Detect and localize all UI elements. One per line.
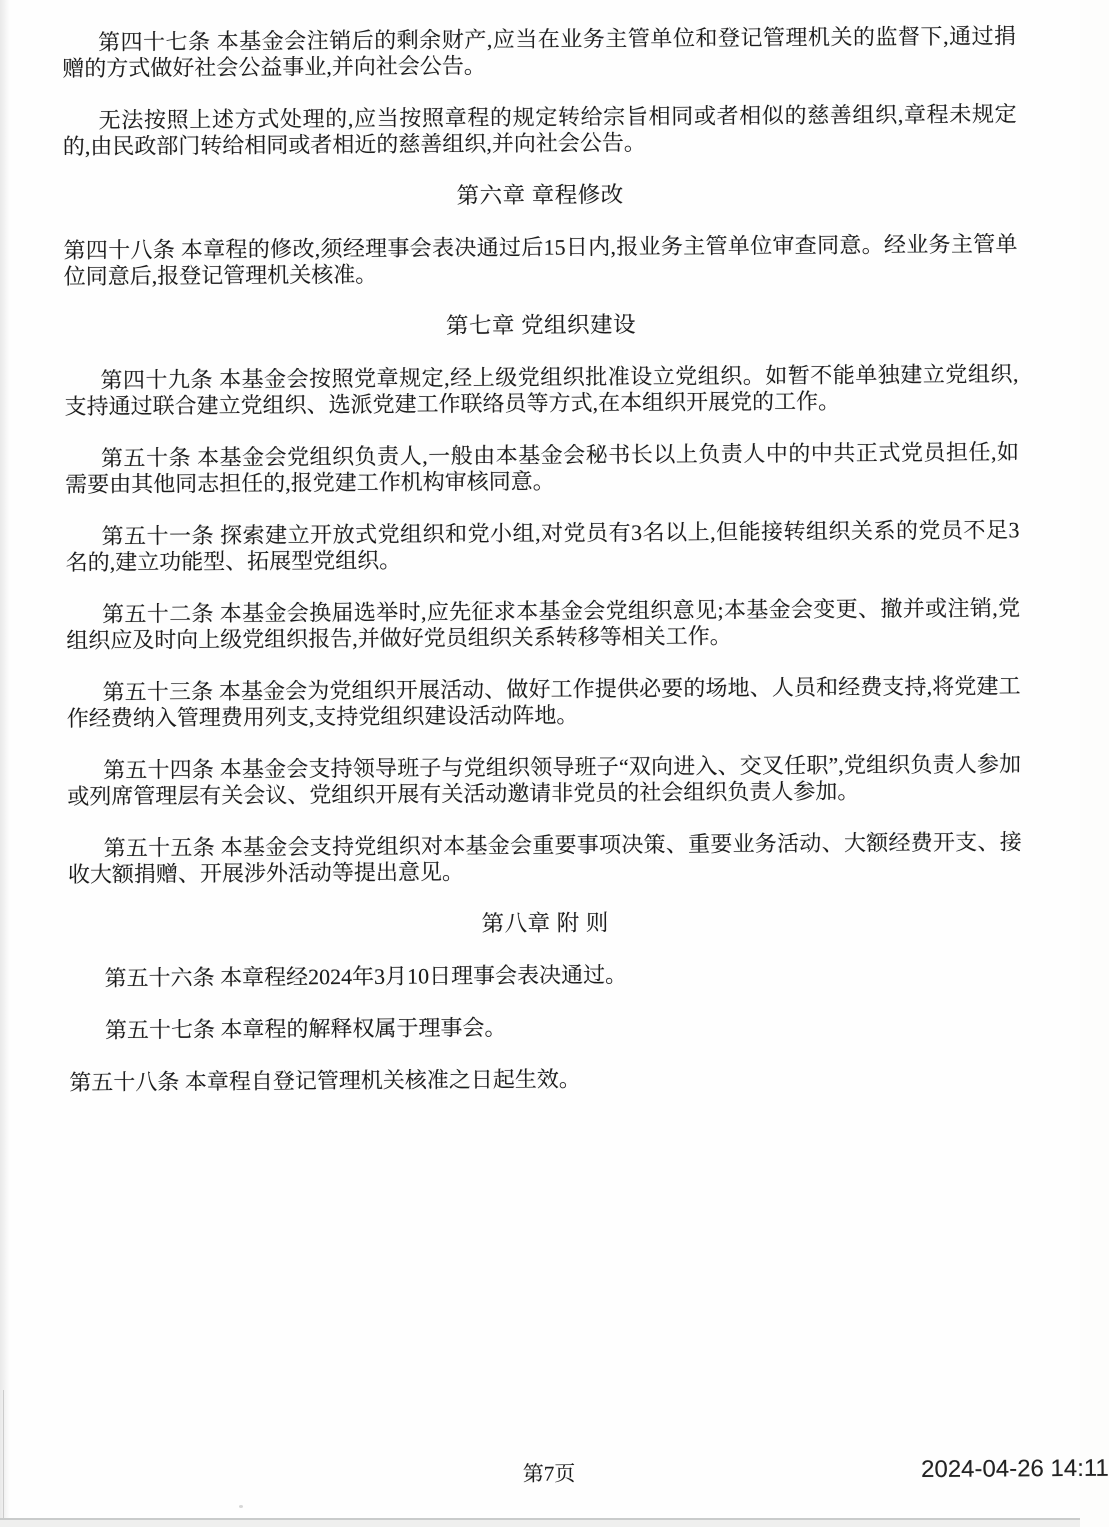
- scan-timestamp: [921, 1455, 1109, 1484]
- document-body: [62, 23, 1109, 1520]
- article-paragraph: 第五十六条 本章程经2024年3月10日理事会表决通过。: [104, 962, 628, 991]
- chapter-heading: 第七章 党组织建设: [445, 311, 637, 339]
- article-paragraph: 第四十七条 本基金会注销后的剩余财产,应当在业务主管单位和登记管理机关的监督下,通过捐赠的方式做好社会公益事业,并向社会公告。: [62, 23, 1017, 81]
- footer-page-number: 第7页: [522, 1461, 576, 1486]
- article-paragraph: 第五十七条 本章程的解释权属于理事会。: [104, 1014, 507, 1043]
- article-paragraph: 第五十五条 本基金会支持党组织对本基金会重要事项决策、重要业务活动、大额经费开支、接收大额捐赠、开展涉外活动等提出意见。: [67, 829, 1022, 887]
- article-paragraph: 第五十二条 本基金会换届选举时,应先征求本基金会党组织意见;本基金会变更、撤并或注销,党组织应及时向上级党组织报告,并做好党员组织关系转移等相关工作。: [66, 595, 1021, 653]
- article-paragraph: 第五十条 本基金会党组织负责人,一般由本基金会秘书长以上负责人中的中共正式党员担任,如需要由其他同志担任的,报党建工作机构审核同意。: [65, 439, 1020, 497]
- scanner-left-edge-line: [3, 1390, 4, 1520]
- article-paragraph: 无法按照上述方式处理的,应当按照章程的规定转给宗旨相同或者相似的慈善组织,章程未规定的,由民政部门转给相同或者相近的慈善组织,并向社会公告。: [62, 101, 1017, 159]
- scan-timestamp-clipped-digit: 1: [1095, 1454, 1109, 1482]
- scanner-bottom-edge-area: [0, 1520, 1080, 1527]
- article-paragraph: 第五十四条 本基金会支持领导班子与党组织领导班子“双向进入、交叉任职”,党组织负责人参加或列席管理层有关会议、党组织开展有关活动邀请非党员的社会组织负责人参加。: [67, 751, 1022, 809]
- article-paragraph: 第五十一条 探索建立开放式党组织和党小组,对党员有3名以上,但能接转组织关系的党员不足3名的,建立功能型、拓展型党组织。: [65, 517, 1020, 575]
- article-paragraph: 第五十八条 本章程自登记管理机关核准之日起生效。: [69, 1066, 581, 1095]
- scan-dust-speck: [239, 1505, 243, 1508]
- scan-timestamp-text: 2024-04-26 14:1: [920, 1454, 1096, 1484]
- chapter-heading: 第六章 章程修改: [456, 182, 624, 209]
- chapter-heading: 第八章 附 则: [481, 910, 609, 937]
- scanner-left-edge-shadow: [0, 0, 10, 1527]
- article-paragraph: 第四十八条 本章程的修改,须经理事会表决通过后15日内,报业务主管单位审查同意。经业务主管单位同意后,报登记管理机关核准。: [63, 231, 1018, 289]
- article-paragraph: 第五十三条 本基金会为党组织开展活动、做好工作提供必要的场地、人员和经费支持,将党建工作经费纳入管理费用列支,支持党组织建设活动阵地。: [66, 673, 1021, 731]
- article-paragraph: 第四十九条 本基金会按照党章规定,经上级党组织批准设立党组织。如暂不能单独建立党组织,支持通过联合建立党组织、选派党建工作联络员等方式,在本组织开展党的工作。: [64, 361, 1019, 419]
